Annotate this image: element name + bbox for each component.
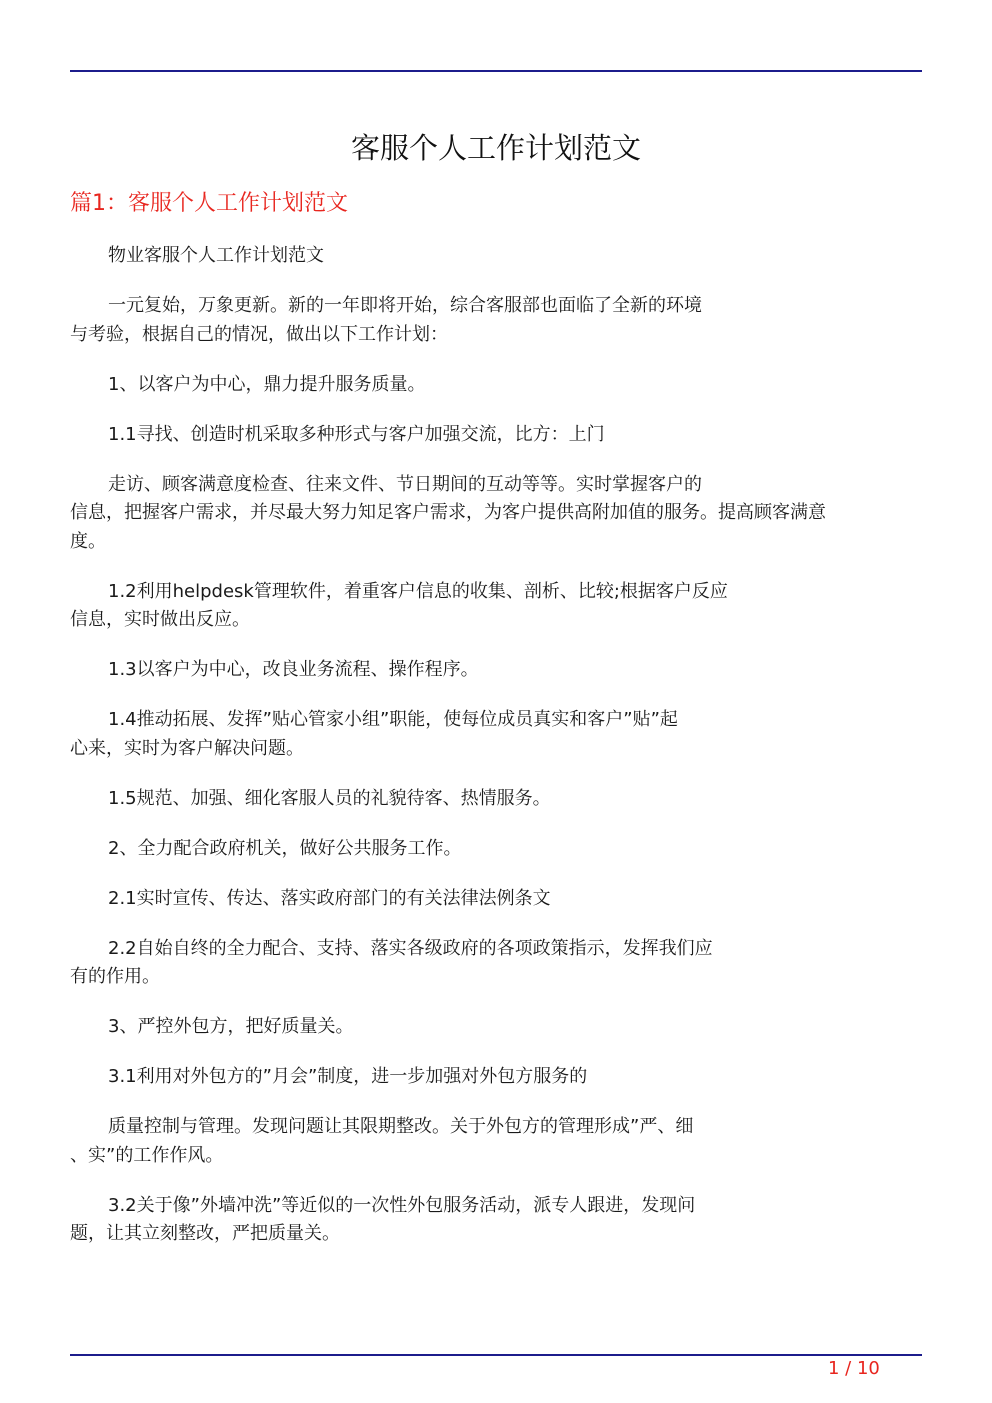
paragraph-line: 2、全力配合政府机关，做好公共服务工作。 [108,837,462,859]
document-body [70,242,915,1270]
paragraph [70,706,915,763]
paragraph [70,471,915,557]
paragraph-line: 物业客服个人工作计划范文 [108,245,324,266]
paragraph [70,785,915,814]
section-heading: 篇1：客服个人工作计划范文 [70,191,348,216]
paragraph-line: 、实”的工作作风。 [70,1144,224,1166]
paragraph [70,656,915,685]
paragraph [70,1192,915,1249]
paragraph-line: 1.2利用helpdesk管理软件，着重客户信息的收集、剖析、比较;根据客户反应 [108,580,728,602]
paragraph-line: 2.2自始自终的全力配合、支持、落实各级政府的各项政策指示，发挥我们应 [108,937,713,959]
paragraph-line: 3、严控外包方，把好质量关。 [108,1016,354,1037]
paragraph-line: 心来，实时为客户解决问题。 [70,737,304,759]
paragraph [70,835,915,864]
paragraph-line: 1.5规范、加强、细化客服人员的礼貌待客、热情服务。 [108,787,551,809]
paragraph-line: 信息，实时做出反应。 [70,609,250,630]
paragraph [70,1113,915,1170]
paragraph [70,578,915,635]
header-rule [70,70,922,72]
paragraph-line: 有的作用。 [70,966,160,987]
paragraph-line: 3.2关于像”外墙冲洗”等近似的一次性外包服务活动，派专人跟进，发现问 [108,1194,696,1216]
paragraph [70,371,915,400]
paragraph-line: 1.1寻找、创造时机采取多种形式与客户加强交流，比方：上门 [108,423,605,445]
paragraph-line: 信息，把握客户需求，并尽最大努力知足客户需求，为客户提供高附加值的服务。提高顾客满意 [70,502,826,523]
paragraph-line: 3.1利用对外包方的”月会”制度，进一步加强对外包方服务的 [108,1066,588,1087]
paragraph [70,421,915,450]
paragraph-line: 走访、顾客满意度检查、往来文件、节日期间的互动等等。实时掌握客户的 [108,473,702,495]
page-number: 1 / 10 [828,1358,880,1379]
paragraph-line: 与考验，根据自己的情况，做出以下工作计划： [70,323,448,345]
paragraph-line: 质量控制与管理。发现问题让其限期整改。关于外包方的管理形成”严、细 [108,1116,694,1137]
paragraph [70,292,915,349]
paragraph-line: 1.3以客户为中心，改良业务流程、操作程序。 [108,659,479,680]
paragraph [70,242,915,271]
paragraph-line: 题，让其立刻整改，严把质量关。 [70,1223,340,1244]
paragraph-line: 度。 [70,530,106,552]
footer-rule [70,1354,922,1356]
paragraph [70,935,915,992]
paragraph [70,885,915,914]
paragraph-line: 2.1实时宣传、传达、落实政府部门的有关法律法例条文 [108,887,551,909]
paragraph-line: 一元复始，万象更新。新的一年即将开始，综合客服部也面临了全新的环境 [108,295,702,316]
paragraph-line: 1.4推动拓展、发挥”贴心管家小组”职能，使每位成员真实和客户”贴”起 [108,709,678,730]
document-title: 客服个人工作计划范文 [350,131,641,165]
paragraph [70,1013,915,1042]
paragraph [70,1063,915,1092]
paragraph-line: 1、以客户为中心，鼎力提升服务质量。 [108,373,426,395]
